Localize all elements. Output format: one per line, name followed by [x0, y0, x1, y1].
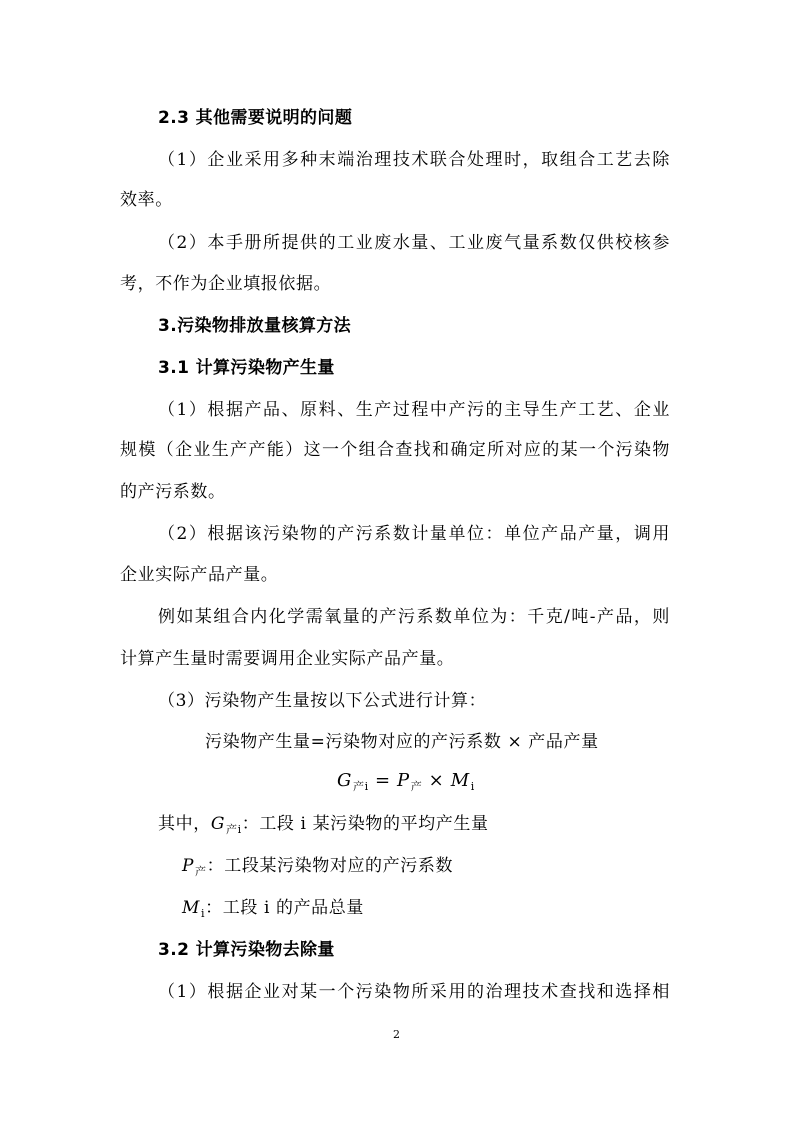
formula-g-subscript: 产i	[352, 780, 369, 793]
paragraph-line: 考，不作为企业填报依据。	[120, 274, 332, 294]
formula-m-subscript: i	[470, 780, 475, 793]
page-number: 2	[393, 1028, 400, 1041]
section-heading-2-3: 2.3 其他需要说明的问题	[158, 108, 353, 128]
definition-m-symbol: M	[182, 898, 201, 918]
paragraph-line: 计算产生量时需要调用企业实际产品产量。	[120, 649, 455, 669]
section-heading-3-1: 3.1 计算污染物产生量	[158, 358, 335, 378]
definition-prefix: 其中，	[158, 814, 211, 834]
paragraph-line: （2）本手册所提供的工业废水量、工业废气量系数仅供校核参	[158, 233, 670, 253]
formula-equals: =	[368, 770, 398, 791]
definition-g-subscript: 产i	[226, 823, 242, 836]
paragraph-line: （1）企业采用多种末端治理技术联合处理时，取组合工艺去除	[158, 150, 670, 170]
paragraph-line: （1）根据产品、原料、生产过程中产污的主导生产工艺、企业	[158, 400, 670, 420]
paragraph-line: （3）污染物产生量按以下公式进行计算：	[158, 691, 487, 711]
paragraph-line: 企业实际产品产量。	[120, 565, 279, 585]
paragraph-line: （1）根据企业对某一个污染物所采用的治理技术查找和选择相	[158, 982, 670, 1002]
definition-g-text: ：工段 i 某污染物的平均产生量	[241, 814, 489, 834]
definition-m-subscript: i	[201, 907, 206, 920]
definition-p	[182, 854, 453, 880]
section-heading-3-2: 3.2 计算污染物去除量	[158, 940, 335, 960]
formula-equation	[337, 769, 475, 795]
paragraph-line: （2）根据该污染物的产污系数计量单位：单位产品产量，调用	[158, 524, 670, 544]
formula-text: 污染物产生量=污染物对应的产污系数 × 产品产量	[205, 732, 599, 752]
formula-p: P	[397, 770, 410, 791]
formula-p-subscript: 产	[410, 780, 423, 793]
formula-times: ×	[422, 770, 451, 791]
definition-p-subscript: 产	[195, 865, 207, 878]
paragraph-line: 例如某组合内化学需氧量的产污系数单位为：千克/吨-产品，则	[158, 607, 670, 627]
definition-m-text: ：工段 i 的产品总量	[205, 898, 364, 918]
definition-g	[158, 812, 489, 838]
definition-m	[182, 896, 364, 922]
definition-p-text: ：工段某污染物对应的产污系数	[206, 856, 454, 876]
paragraph-line: 效率。	[120, 190, 173, 210]
formula-m: M	[450, 770, 470, 791]
definition-g-symbol: G	[210, 814, 225, 834]
section-heading-3: 3.污染物排放量核算方法	[158, 316, 352, 336]
paragraph-line: 规模（企业生产产能）这一个组合查找和确定所对应的某一个污染物	[120, 440, 670, 460]
definition-p-symbol: P	[182, 856, 195, 876]
paragraph-line: 的产污系数。	[120, 482, 226, 502]
formula-g: G	[337, 770, 352, 791]
